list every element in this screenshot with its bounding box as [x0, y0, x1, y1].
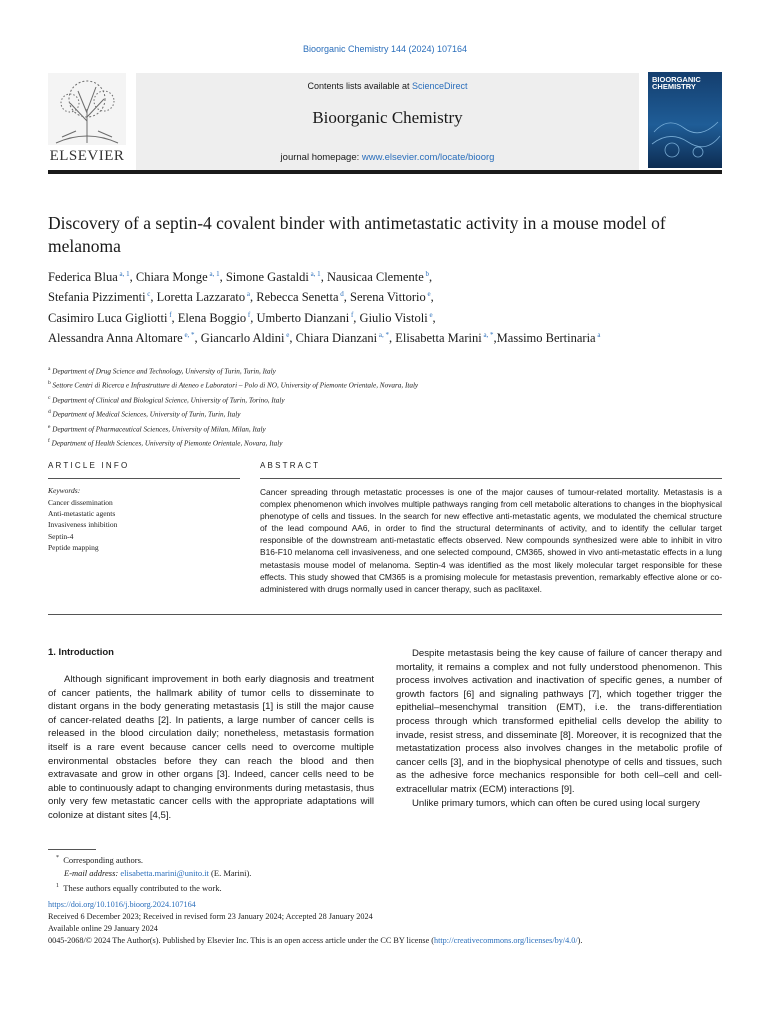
- abstract-heading: ABSTRACT: [260, 461, 321, 470]
- author-name: Serena Vittorio: [350, 290, 426, 305]
- affiliation-item: $^f$ Department of Health Sciences, University of Piemonte Orientale, Novara, Italy: [48, 438, 283, 448]
- author-affiliation-marker[interactable]: f: [349, 310, 354, 319]
- author-name: Rebecca Senetta: [256, 290, 339, 305]
- author-name: Giulio Vistoli: [359, 311, 428, 326]
- affiliation-list: [48, 363, 728, 450]
- affiliation-item: $^c$ Department of Clinical and Biological Science, University of Turin, Torino, Italy: [48, 394, 285, 405]
- author-name: Nausicaa Clemente: [326, 270, 424, 285]
- affiliation-item: $^b$ Settore Centri di Ricerca e Infrastrutture di Ateneo e Laboratori – Polo di NO, University of Piemonte Orientale, Novara, Italy: [48, 380, 419, 390]
- author-affiliation-marker[interactable]: a, *: [377, 331, 389, 340]
- keyword-item: Septin-4: [48, 531, 74, 541]
- author-name: Giancarlo Aldini: [200, 331, 285, 346]
- affiliation-item: $^e$ Department of Pharmaceutical Sciences, University of Milan, Milan, Italy: [48, 423, 266, 434]
- abstract-text: Cancer spreading through metastatic processes is one of the major causes of tumour-related mortality. Metastasis is a complex phenomenon which involves multiple pathways ranging from cell metabolic alterations to changes in the biophysical phenotype of cells and tissues. In the search for new effective anti-metastatic agents, we modulated the chemical structure of the lead compound AA6, in order to find the structural determinants of activity, and to identify the cellular target responsible of the downstream anti-metastatic effects observed. New compounds synthesized were able to inhibit in vitro B16-F10 melanoma cell invasiveness, and one selected compound, CM365, showed in vivo anti-metastatic effects in a lung metastasis mouse model of melanoma. Septin-4 was identified as the most likely molecular target responsible for these effects. This study showed that CM365 is a promising molecule for metastasis prevention, remarkably effective alone or co-administered with drugs normally used in cancer therapy, such as paclitaxel.: [260, 487, 722, 594]
- footnote-equal: $^1$ These authors equally contributed to the work.: [56, 882, 222, 893]
- author-name: Simone Gastaldi: [225, 270, 309, 285]
- author-name: Umberto Dianzani: [256, 311, 350, 326]
- publication-info: [48, 899, 728, 947]
- author-name: Elisabetta Marini: [395, 331, 482, 346]
- author-name: Casimiro Luca Gigliotti: [48, 311, 168, 326]
- journal-title: Bioorganic Chemistry: [312, 108, 463, 127]
- footnotes: [56, 852, 656, 895]
- author-affiliation-marker[interactable]: b: [423, 270, 430, 278]
- abstract-rule-bottom: [48, 614, 722, 615]
- author-name: Stefania Pizzimenti: [48, 290, 146, 305]
- footnote-rule: [48, 849, 96, 850]
- keyword-list: [48, 497, 117, 553]
- article-info-heading: ARTICLE INFO: [48, 461, 130, 470]
- author-name: Chiara Dianzani: [295, 331, 378, 346]
- journal-homepage: [136, 152, 639, 163]
- keywords-label: Keywords:: [48, 486, 81, 495]
- article-title: Discovery of a septin-4 covalent binder with antimetastatic activity in a mouse model of melanoma: [48, 213, 666, 256]
- author-name: Alessandra Anna Altomare: [48, 331, 183, 346]
- author-affiliation-marker[interactable]: a: [245, 290, 250, 299]
- keyword-item: Peptide mapping: [48, 542, 99, 552]
- author-affiliation-marker[interactable]: a, 1: [308, 270, 321, 278]
- header-rule: [48, 170, 722, 174]
- author-affiliation-marker[interactable]: e: [427, 310, 433, 319]
- sciencedirect-link[interactable]: ScienceDirect: [412, 81, 468, 91]
- article-info-rule: [48, 478, 240, 479]
- author-name: Chiara Monge: [135, 270, 208, 285]
- intro-paragraph: Although significant improvement in both early diagnosis and treatment of cancer patients, the hallmark ability of tumor cells to disseminate to distant organs in the body generating metastasis [1] is still the major cause of cancer-related deaths [2]. In patients, a large number of cancer cells is released in the blood circulation daily; nonetheless, metastasis formation itself is a rare event because cancer cells need to overcome multiple environmental obstacles before they can reach the blood and then extravasate and grow in other organs [3]. Indeed, cancer cells need to be able to continuously adapt to changing environments during metastasis, thus only very few metastatic cancer cells with the appropriate adaptations will colonize at distant sites [4,5].: [48, 674, 374, 821]
- author-affiliation-marker[interactable]: c: [145, 290, 151, 299]
- email-link[interactable]: elisabetta.marini@unito.it: [120, 867, 209, 878]
- homepage-link[interactable]: www.elsevier.com/locate/bioorg: [361, 152, 495, 163]
- author-name: Federica Blua: [48, 270, 118, 285]
- intro-column-1: [48, 673, 374, 823]
- doi-link[interactable]: https://doi.org/10.1016/j.bioorg.2024.107164: [48, 900, 196, 909]
- author-affiliation-marker[interactable]: e: [284, 331, 290, 340]
- author-affiliation-marker[interactable]: a: [595, 331, 601, 340]
- available-online: Available online 29 January 2024: [48, 924, 158, 933]
- keyword-item: Invasiveness inhibition: [48, 520, 118, 530]
- author-name: Loretta Lazzarato: [156, 290, 246, 305]
- intro-paragraph: Despite metastasis being the key cause of failure of cancer therapy and mortality, it remains a complex and not fully understood phenomenon. This process involves activation and inactivation of specific genes, a number of growth factors [6] and signaling pathways [7], which together trigger the epithelial–mesenchymal transition (EMT), i.e. the trans-differentiation process through which transformed epithelial cells develop the ability to invade, resist stress, and disseminate [8]. Moreover, it is recognized that the metastatization process also involves changes in the metabolic profile of cancer cells [3], and in the biophysical phenotype of cells and tissues, such as the adhesive force mechanics responsible for both cell–cell and cell-extracellular matrix (ECM) interactions [9].: [396, 648, 722, 795]
- affiliation-item: $^d$ Department of Medical Sciences, University of Turin, Turin, Italy: [48, 409, 241, 419]
- contents-prefix: Contents lists available at: [307, 81, 413, 91]
- author-name: Elena Boggio: [177, 311, 247, 326]
- introduction-heading: 1. Introduction: [48, 647, 114, 658]
- homepage-prefix: journal homepage:: [280, 152, 362, 163]
- cover-title: BIOORGANIC CHEMISTRY: [652, 75, 701, 91]
- author-affiliation-marker[interactable]: a, 1: [207, 270, 220, 278]
- publisher-logo-text: ELSEVIER: [49, 148, 125, 164]
- keyword-item: Anti-metastatic agents: [48, 509, 116, 519]
- author-affiliation-marker[interactable]: a, *: [481, 331, 494, 340]
- intro-column-2: [396, 647, 722, 810]
- author-name: Massimo Bertinaria: [496, 331, 596, 346]
- affiliation-item: $^a$ Department of Drug Science and Technology, University of Turin, Turin, Italy: [48, 366, 276, 376]
- license-line: 0045-2068/© 2024 The Author(s). Published by Elsevier Inc. This is an open access article under the CC BY license (http://creativecommons.org/licenses/by/4.0/).: [48, 936, 583, 945]
- author-affiliation-marker[interactable]: e: [425, 290, 431, 299]
- footnote-corresponding: * Corresponding authors.: [56, 854, 144, 865]
- journal-reference[interactable]: Bioorganic Chemistry 144 (2024) 107164: [302, 44, 468, 54]
- author-affiliation-marker[interactable]: d: [338, 290, 344, 299]
- license-link[interactable]: http://creativecommons.org/licenses/by/4.0/: [434, 936, 578, 945]
- author-affiliation-marker[interactable]: f: [167, 310, 172, 319]
- author-affiliation-marker[interactable]: f: [246, 310, 251, 319]
- received-dates: Received 6 December 2023; Received in revised form 23 January 2024; Accepted 28 January 2024: [48, 912, 373, 921]
- footnote-email: E-mail address: elisabetta.marini@unito.it (E. Marini).: [64, 867, 252, 878]
- abstract-rule-top: [260, 478, 722, 479]
- author-affiliation-marker[interactable]: e, *: [182, 331, 195, 340]
- contents-line: [136, 81, 639, 91]
- keyword-item: Cancer dissemination: [48, 498, 113, 507]
- author-list: Federica Blua $^{a, 1}$, Chiara Monge $^{a, 1}$, Simone Gastaldi $^{a, 1}$, Nausicaa Clemente $^b$, Stefania Pizzimenti $^c$, Loretta Lazzarato $^a$, Rebecca Senetta $^d$, Serena Vittorio $^e$, Casimiro Luca Gigliotti $^f$, Elena Boggio $^f$, Umberto Dianzani $^f$, Giulio Vistoli $^e$, Alessandra Anna Altomare $^{e, *}$, Giancarlo Aldini $^e$, Chiara Dianzani $^{a, *}$, Elisabetta Marini $^{a, *}$,Massimo Bertinaria $^a$: [48, 270, 601, 346]
- intro-paragraph: Unlike primary tumors, which can often be cured using local surgery: [412, 797, 700, 809]
- author-affiliation-marker[interactable]: a, 1: [117, 270, 130, 278]
